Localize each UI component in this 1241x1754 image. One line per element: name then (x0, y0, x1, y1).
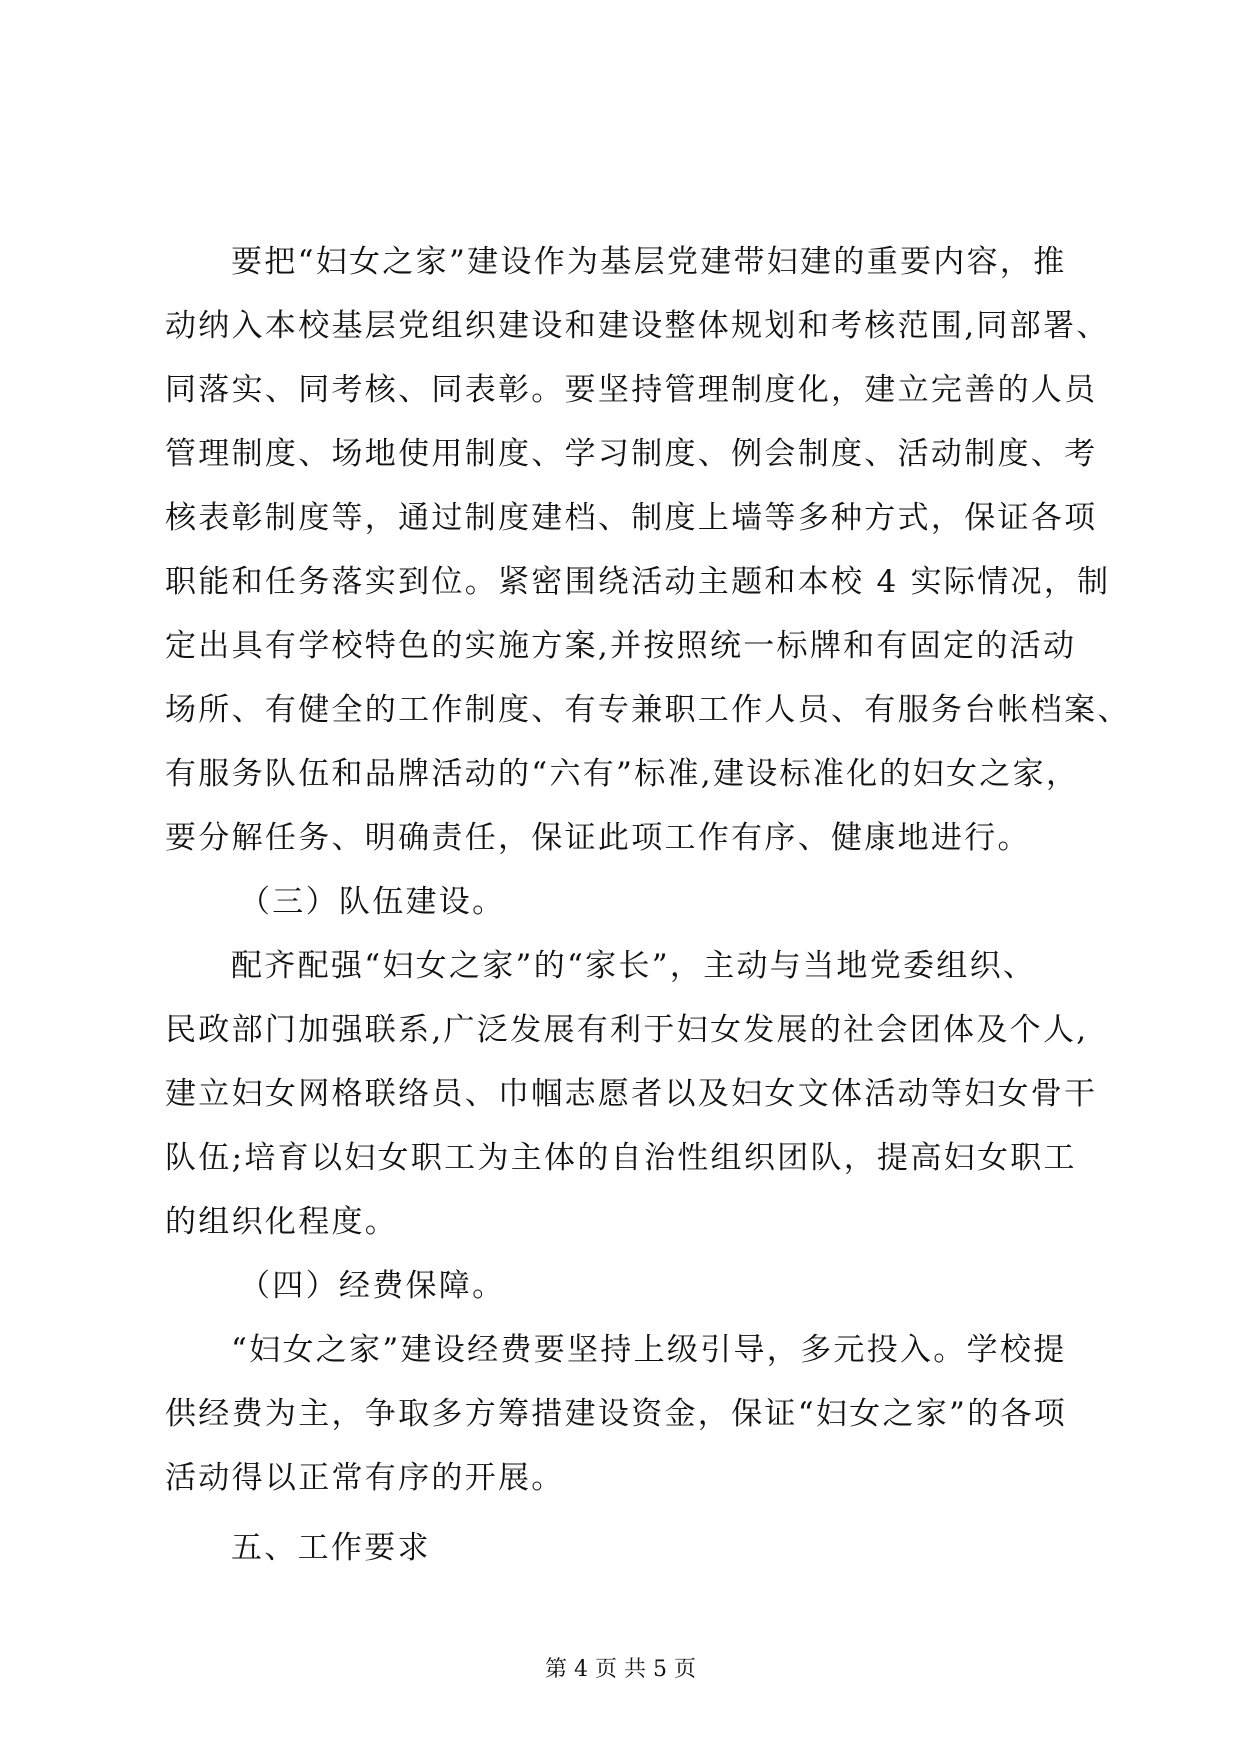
paragraph-line: 供经费为主，争取多方筹措建设资金，保证“妇女之家”的各项 (165, 1396, 1068, 1432)
paragraph-line: 要把“妇女之家”建设作为基层党建带妇建的重要内容，推 (231, 244, 1067, 280)
paragraph-team-building-intro (165, 230, 1131, 870)
paragraph-line: 要分解任务、明确责任，保证此项工作有序、健康地进行。 (165, 820, 1031, 856)
paragraph-line: 民政部门加强联系,广泛发展有利于妇女发展的社会团体及个人, (165, 1012, 1089, 1048)
paragraph-line: 队伍;培育以妇女职工为主体的自治性组织团队，提高妇女职工 (165, 1140, 1077, 1176)
paragraph-line: 核表彰制度等，通过制度建档、制度上墙等多种方式，保证各项 (165, 500, 1098, 536)
paragraph-line: 建立妇女网格联络员、巾帼志愿者以及妇女文体活动等妇女骨干 (165, 1076, 1098, 1112)
paragraph-line: 动纳入本校基层党组织建设和建设整体规划和考核范围,同部署、 (165, 308, 1110, 344)
paragraph-line: “妇女之家”建设经费要坚持上级引导，多元投入。学校提 (231, 1332, 1067, 1368)
paragraph-line: 同落实、同考核、同表彰。要坚持管理制度化，建立完善的人员 (165, 372, 1098, 408)
paragraph-line: 活动得以正常有序的开展。 (165, 1460, 565, 1496)
paragraph-line: 场所、有健全的工作制度、有专兼职工作人员、有服务台帐档案、 (165, 692, 1131, 728)
paragraph-funding (165, 1318, 1125, 1510)
paragraph-line: 有服务队伍和品牌活动的“六有”标准,建设标准化的妇女之家， (165, 756, 1080, 792)
page-number-footer: 第 4 页 共 5 页 (545, 1657, 696, 1682)
subheading-funding: （四）经费保障。 (239, 1268, 506, 1304)
paragraph-line: 职能和任务落实到位。紧密围绕活动主题和本校 4 实际情况，制 (165, 564, 1111, 600)
section-heading-work-requirements: 五、工作要求 (231, 1530, 431, 1566)
paragraph-line: 管理制度、场地使用制度、学习制度、例会制度、活动制度、考 (165, 436, 1098, 472)
paragraph-line: 定出具有学校特色的实施方案,并按照统一标牌和有固定的活动 (165, 628, 1077, 664)
paragraph-line: 的组织化程度。 (165, 1204, 399, 1240)
paragraph-line: 配齐配强“妇女之家”的“家长”，主动与当地党委组织、 (231, 948, 1037, 984)
document-body (165, 230, 1131, 1580)
subheading-team-building: （三）队伍建设。 (239, 884, 506, 920)
paragraph-team-building (165, 934, 1125, 1254)
